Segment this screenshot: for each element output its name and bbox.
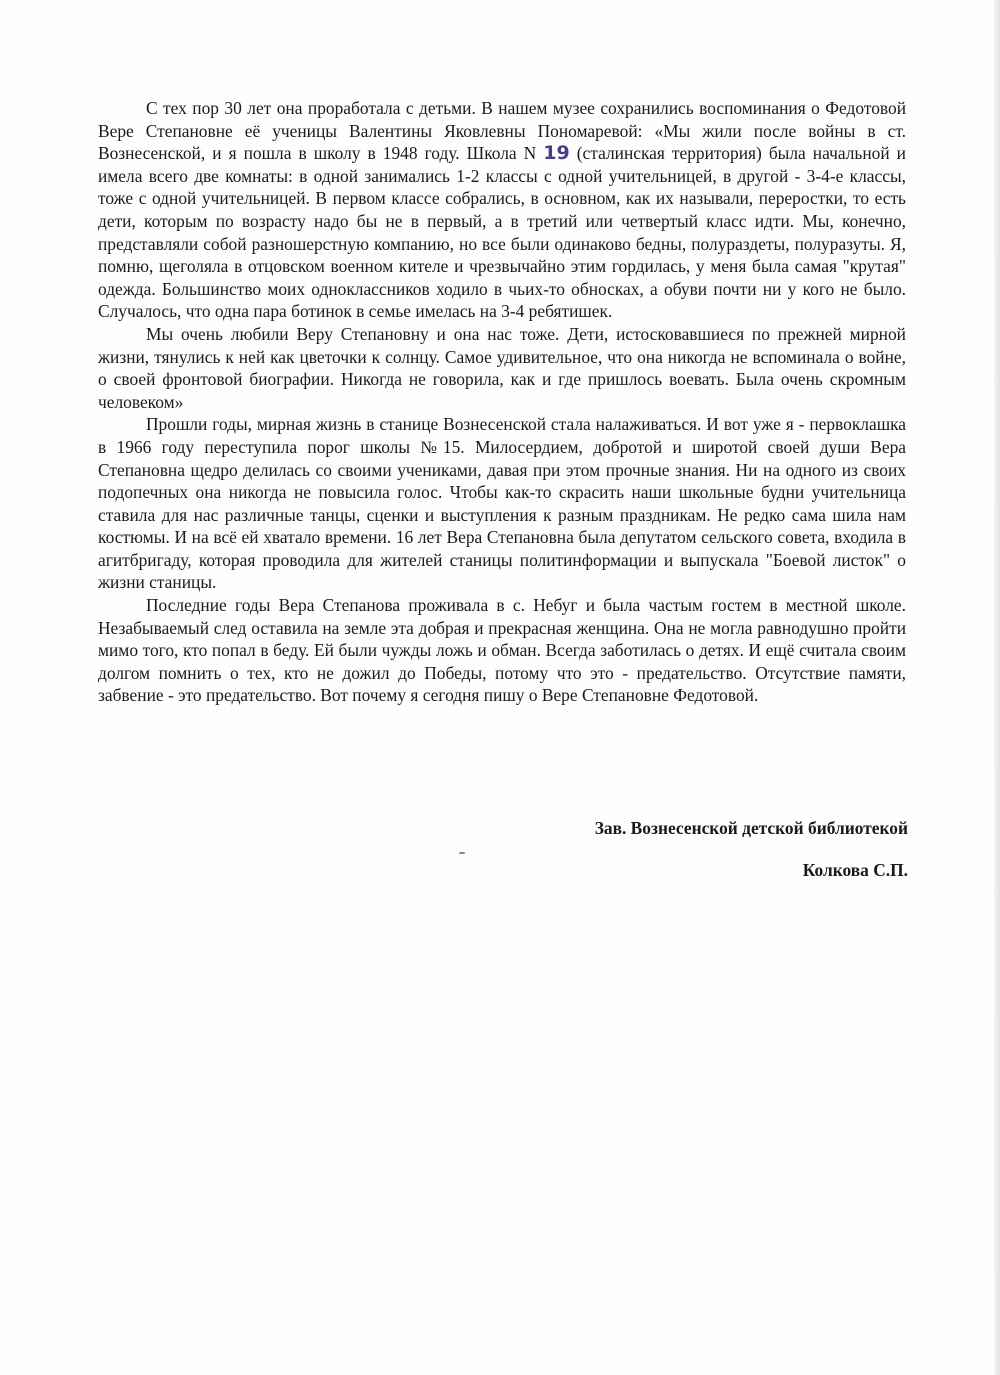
paragraph-1-text-b: (сталинская территория) была начальной и имела всего две комнаты: в одной занимались 1-2 классы с одной учительницей, в другой - 3-4-е классы, тоже с одной учительницей. В первом классе собрались, в основном, как их называли, переростки, то есть дети, которым по возрасту надо бы не в первый, а в третий или четвертый класс идти. Мы, конечно, представляли собой разношерстную компанию, но все были одинаково бедны, полураздеты, полуразуты. Я, помню, щеголяла в отцовском военном кителе и чрезвычайно этим гордилась, у меня была самая "крутая" одежда. Большинство моих одноклассников ходило в чьих-то обносках, а обуви почти ни у кого не было. Случалось, что одна пара ботинок в семье имелась на 3-4 ребятишек. (98, 143, 906, 322)
paragraph-2: Мы очень любили Веру Степановну и она нас тоже. Дети, истосковавшиеся по прежней мирной жизни, тянулись к ней как цветочки к солнцу. Самое удивительное, что она никогда не вспоминала о войне, о своей фронтовой биографии. Никогда не говорила, как и где пришлось воевать. Была очень скромным человеком» (98, 323, 906, 412)
signature-block (595, 818, 908, 881)
handwritten-school-number: 19 (543, 142, 570, 165)
paragraph-3: Прошли годы, мирная жизнь в станице Вознесенской стала налаживаться. И вот уже я - первоклашка в 1966 году переступила порог школы №15. Милосердием, добротой и широтой своей души Вера Степановна щедро делилась со своими учениками, давая при этом прочные знания. Ни на одного из своих подопечных она никогда не повысила голос. Чтобы как-то скрасить наши школьные будни учительница ставила для нас различные танцы, сценки и выступления к разным праздникам. Не редко сама шила нам костюмы. И на всё ей хватало времени. 16 лет Вера Степановна была депутатом сельского совета, входила в агитбригаду, которая проводила для жителей станицы политинформации и выпускала "Боевой листок" о жизни станицы. (98, 414, 906, 593)
signature-name: Колкова С.П. (802, 860, 908, 880)
document-body (98, 97, 906, 707)
scan-speck (459, 852, 465, 854)
paragraph-4: Последние годы Вера Степанова проживала в с. Небуг и была частым гостем в местной школе. Незабываемый след оставила на земле эта добрая и прекрасная женщина. Она не могла равнодушно пройти мимо того, кто попал в беду. Ей были чужды ложь и обман. Всегда заботилась о детях. И ещё считала своим долгом помнить о тех, кто не дожил до Победы, потому что это - предательство. Отсутствие памяти, забвение - это предательство. Вот почему я сегодня пишу о Вере Степановне Федотовой. (98, 595, 906, 706)
scan-edge (994, 0, 1000, 1375)
paragraph-1 (98, 97, 906, 323)
paragraph-1-text-a: С тех пор 30 лет она проработала с детьми. В нашем музее сохранились воспоминания о Федотовой Вере Степановне её ученицы Валентины Яковлевны Пономаревой: «Мы жили после войны в ст. Вознесенской, и я пошла в школу в 1948 году. Школа N (98, 98, 906, 164)
signature-position: Зав. Вознесенской детской библиотекой (594, 818, 908, 838)
